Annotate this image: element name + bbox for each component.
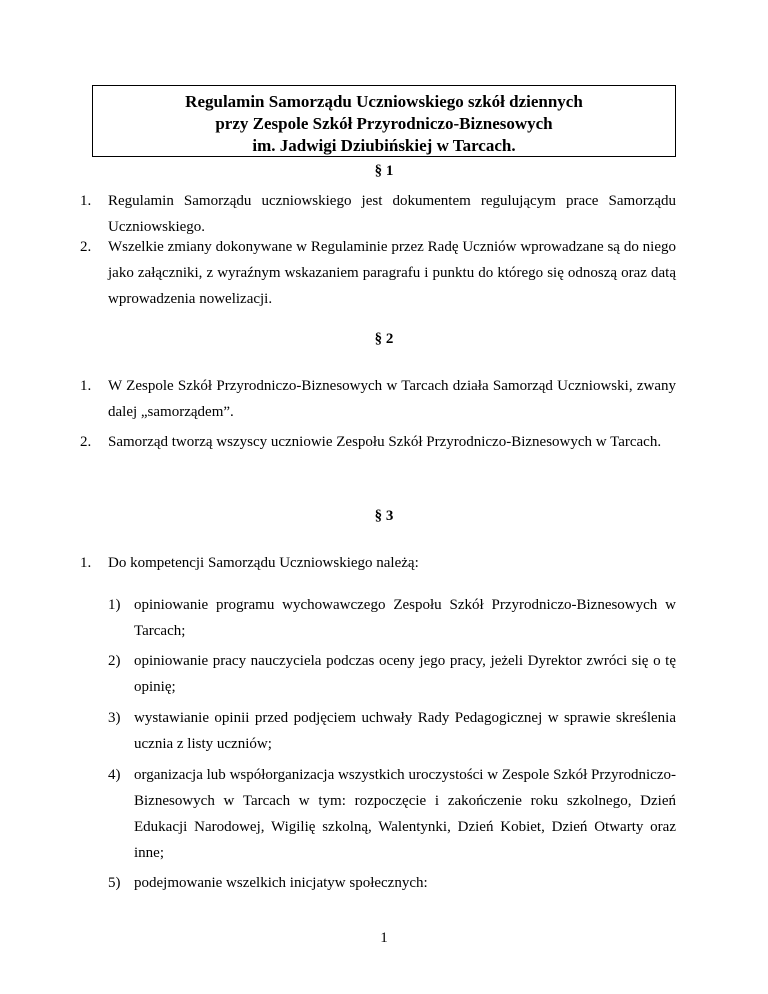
page-number: 1: [380, 930, 388, 946]
section-3-subitem-1: [108, 592, 676, 644]
section-1-item-2: [80, 234, 676, 312]
subitem-text: organizacja lub współorganizacja wszystkich uroczystości w Zespole Szkół Przyrodniczo-Biznesowych w Tarcach w tym: rozpoczęcie i zakończenie roku szkolnego, Dzień Edukacji Narodowej, Wigilię szkolną, Walentynki, Dzień Kobiet, Dzień Otwarty oraz inne;: [134, 767, 676, 861]
subitem-text: opiniowanie programu wychowawczego Zespołu Szkół Przyrodniczo-Biznesowych w Tarcach;: [134, 597, 676, 639]
item-text: Do kompetencji Samorządu Uczniowskiego należą:: [108, 555, 419, 571]
section-mark-1: § 1: [374, 163, 394, 179]
subitem-number: 5): [108, 875, 121, 891]
section-3-subitem-2: [108, 648, 676, 700]
document-title-box: [92, 85, 676, 157]
subitem-text: wystawianie opinii przed podjęciem uchwały Rady Pedagogicznej w sprawie skreślenia ucznia z listy uczniów;: [134, 710, 676, 752]
section-2-item-2: [80, 429, 676, 455]
subitem-number: 1): [108, 597, 121, 613]
subitem-text: podejmowanie wszelkich inicjatyw społecznych:: [134, 875, 428, 891]
item-number: 1.: [80, 378, 92, 394]
item-number: 1.: [80, 555, 92, 571]
subitem-text: opiniowanie pracy nauczyciela podczas oceny jego pracy, jeżeli Dyrektor zwróci się o tę opinię;: [134, 653, 676, 695]
item-number: 2.: [80, 239, 92, 255]
title-line-3: im. Jadwigi Dziubińskiej w Tarcach.: [252, 136, 516, 155]
title-line-2: przy Zespole Szkół Przyrodniczo-Biznesowych: [215, 114, 553, 133]
section-3-subitem-4: [108, 762, 676, 866]
item-text: Regulamin Samorządu uczniowskiego jest dokumentem regulującym prace Samorządu Uczniowskiego.: [108, 193, 676, 235]
subitem-number: 4): [108, 767, 121, 783]
item-text: W Zespole Szkół Przyrodniczo-Biznesowych w Tarcach działa Samorząd Uczniowski, zwany dalej „samorządem”.: [108, 378, 676, 420]
item-text: Wszelkie zmiany dokonywane w Regulaminie przez Radę Uczniów wprowadzane są do niego jako załączniki, z wyraźnym wskazaniem paragrafu i punktu do którego się odnoszą oraz datą wprowadzenia nowelizacji.: [108, 239, 676, 307]
section-1-item-1: [80, 188, 676, 240]
section-2-item-1: [80, 373, 676, 425]
item-number: 1.: [80, 193, 92, 209]
title-line-1: Regulamin Samorządu Uczniowskiego szkół dziennych: [185, 92, 583, 111]
section-mark-2: § 2: [374, 331, 394, 347]
section-3-subitem-3: [108, 705, 676, 757]
subitem-number: 3): [108, 710, 121, 726]
section-mark-3: § 3: [374, 508, 394, 524]
section-3-subitem-5: [108, 870, 676, 896]
item-number: 2.: [80, 434, 92, 450]
subitem-number: 2): [108, 653, 121, 669]
section-3-item-1: [80, 550, 676, 576]
item-text: Samorząd tworzą wszyscy uczniowie Zespołu Szkół Przyrodniczo-Biznesowych w Tarcach.: [108, 434, 662, 450]
